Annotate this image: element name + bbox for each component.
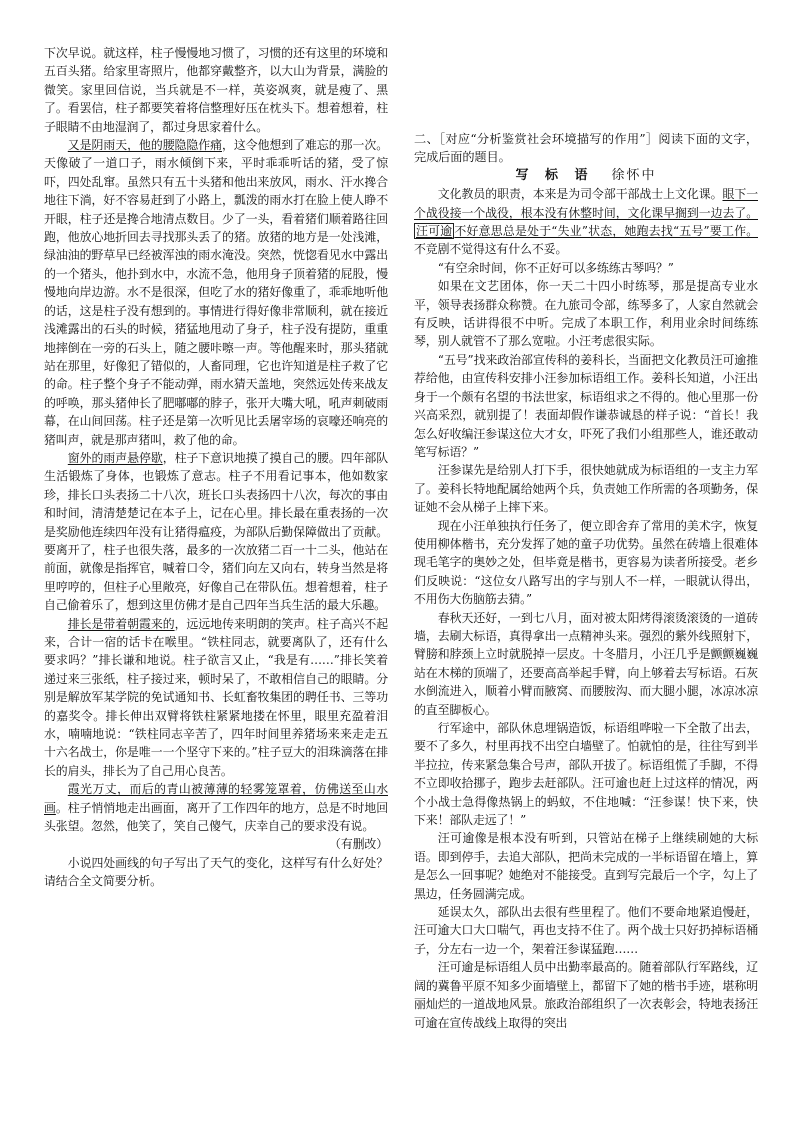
underlined-sentence [414, 223, 758, 239]
article-paragraph [414, 185, 758, 259]
article-paragraph: 延误太久，部队出去很有些里程了。他们不要命地紧追慢赶，汪可逾大口大口喘气，再也支持不住了。两个战士只好扔掉标语桶子，分左右一边一个，架着汪参谋猛跑…… [414, 905, 758, 956]
paragraph-text: ，柱子下意识地摸了摸自己的腰。四年部队生活锻炼了身体，也锻炼了意志。柱子不用看记事本，他如数家珍，排长口头表扬二十八次，班长口头表扬四十八次，每次的事由和时间，清清楚楚记在本子上，记在心里。排长最在重表扬的一次是奖励他连续四年没有让猪得瘟疫，为部队后勤保障做出了贡献。要离开了，柱子也很失落，最多的一次放猪二百一十二头，他站在前面，就像是指挥官，喊着口令，猪们向左又向右，转身当然是将里哼哼的，但柱子心里敞亮，好像自己在带队伍。想着想着，柱子自己偷着乐了，想到这里仿佛才是自己四年当兵生活的最大乐趣。 [44, 450, 389, 613]
paragraph-text: 不竞剧不觉得这有什么不妥。 [414, 242, 568, 257]
story-paragraph [44, 136, 388, 449]
article-paragraph: “五号”找来政治部宣传科的姜科长，当面把文化教员汪可逾推荐给他，由宣传科安排小汪参加标语组工作。姜科长知道，小汪出身于一个颇有名望的书法世家，标语组求之不得的。他心里那一份兴高采烈，就别提了！表面却假作谦恭诚恳的样子说：“首长！我怎么好收编汪参谋这位大才女，吓死了我们小组那些人，谁还敢动笔写标语？” [414, 352, 758, 459]
underlined-weather-sentence: 排长是带着朝霞来的 [67, 616, 175, 631]
article-title: 写 标 语 [515, 167, 594, 183]
story-paragraph [44, 780, 388, 835]
paragraph-text: 文化教员的职责，本来是为司令部干部战士上文化课。 [437, 187, 723, 202]
story-paragraph: 下次早说。就这样，柱子慢慢地习惯了，习惯的还有这里的环境和五百头猪。给家里寄照片，他都穿戴整齐，以大山为背景，满脸的微笑。家里回信说，当兵就是不一样，英姿飒爽，就是瘦了、黑了。看罢信，柱子都要笑着将信整理好压在枕头下。想着想着，柱子眼睛不由地湿润了，都过身思家着什么。 [44, 46, 388, 134]
paragraph-text: 。柱子悄悄地走出画面，离开了工作四年的地方，总是不时地回头张望。忽然，他笑了，笑自己傻气，庆幸自己的要求没有说。 [44, 800, 389, 834]
left-column [44, 44, 388, 891]
story-paragraph [44, 615, 388, 781]
underlined-weather-sentence: 霞光万丈，而后的青山被薄薄的轻雾笼罩着，仿佛送至山水画 [44, 782, 388, 815]
article-paragraph: 行军途中，部队休息埋锅造饭，标语组哗啦一下全散了出去，要不了多久，村里再找不出空白墙壁了。怕就怕的是，往往写到半半拉拉，传来紧急集合号声，部队开拔了。标语组慌了手脚，不得不立即收拾挪子，跑步去赶部队。汪可逾也赶上过这样的情况，两个小战士急得像热锅上的蚂蚁，不住地喊：“汪参谋！快下来，快下来！部队走远了！” [414, 721, 758, 828]
article-paragraph: 汪可逾是标语组人员中出勤率最高的。随着部队行军路线，辽阔的冀鲁平原不知多少面墙壁上，都留下了她的楷书手迹，堪称明丽灿烂的一道战地风景。旅政治部组织了一次表彰会，特地表扬汪可逾在宣传战线上取得的突出 [414, 960, 758, 1030]
story-paragraph [44, 449, 388, 615]
article-title-line [414, 167, 758, 185]
right-column [414, 44, 758, 1032]
paragraph-text: ，这令他想到了难忘的那一次。天像破了一道口子，雨水倾倒下来，平时乖乖听话的猪，受了惊吓，四处乱窜。虽然只有五十头猪和他出来放风，雨水、汗水搀合地往下淌，好不容易赶到了小路上，瓢泼的雨水打在脸上使人睁不开眼，柱子还是搀合地清点数目。少了一头，看着猪们顺着路往回跑，他放心地折回去寻找那头丢了的猪。放猪的地方是一处浅滩，绿油油的野草早已经被浑浊的雨水淹没。突然，恍惚看见水中露出的一个猪头，他扑到水中，水流不急，他用身子顶着猪的屁股，慢慢地向岸边游。水不是很深，但吃了水的猪好像重了，乖乖地听他的话，这是柱子没有想到的。事情进行得好像非常顺利，就在接近浅滩露出的石头的时候，猪猛地甩动了身子，柱子没有提防，重重地摔倒在一旁的石头上，随之腰咔嚓一声。等他醒来时，那头猪就站在那里，好像犯了错似的，人畜同理，它也许知道是柱子救了它的命。柱子整个身子不能动弹，雨水猜天盖地，突然远处传来战友的呼唤，那头猪伸长了肥嘟嘟的脖子，张开大嘴大吼，吼声刺破雨幕，在山间回荡。柱子还是第一次听见比丢屠宰场的哀嚎还响亮的猪叫声，就是那声猪叫，救了他的命。 [44, 138, 388, 447]
article-paragraph: 如果在文艺团体，你一天二十四小时练琴，那是提高专业水平，领导表扬群众称赞。在九旅司令部，练琴多了，人家自然就会有反映，话讲得很不中听。完成了本职工作，利用业余时间练练琴，别人就管不了那么宽啦。小汪考虑很实际。 [414, 279, 758, 349]
article-paragraph: 汪可逾像是根本没有听到，只管站在梯子上继续刷她的大标语。即到停手，去追大部队，把尚未完成的一半标语留在墙上，算是怎么一回事呢？她绝对不能接受。直到写完最后一个字，勾上了黑边，任务圆满完成。 [414, 831, 758, 901]
boxed-name: 汪可逾 [416, 224, 453, 239]
underlined-sentence: 眼下一个战役接一个战役，根本没有休整时间，文化课早搁到一边去了。 [414, 187, 758, 220]
article-author: 徐怀中 [611, 167, 657, 183]
underlined-weather-sentence: 窗外的雨声悬停歇 [67, 450, 163, 465]
source-note: （有删改） [329, 837, 388, 852]
underlined-weather-sentence: 又是阴雨天，他的腰隐隐作痛 [67, 138, 222, 153]
article-paragraph: 现在小汪单独执行任务了，便立即舍弃了常用的美术字，恢复使用柳体楷书，充分发挥了她的童子功优势。虽然在砖墙上很难体现毛笔字的奥妙之处，但毕竟是楷书，更容易为读者所接受。老乡们反映说：“这位女八路写出的字与别人不一样，一眼就认得出，不用伤大伤脑筋去猜。” [414, 518, 758, 607]
underlined-text: 不好意思总是处于“失业”状态，她跑去找“五号”要工作。 [454, 224, 758, 239]
article-paragraph: “有空余时间，你不正好可以多练练古琴吗？” [437, 260, 674, 275]
question-text: 小说四处画线的句子写出了天气的变化，这样写有什么好处？请结合全文简要分析。 [44, 855, 388, 889]
paragraph-text: ，远远地传来明朗的笑声。柱子高兴不起来，合计一宿的话卡在喉里。“铁柱同志，就要离队了，还有什么要求吗？”排长谦和地说。柱子欲言又止，“我是有……”排长笑着递过来三张纸，柱子接过来，顿时呆了，不敢相信自己的眼睛。分别是解放军某学院的免试通知书、长虹畜牧集团的聘任书、三等功的嘉奖令。排长伸出双臂将铁柱紧紧地搂在怀里，眼里充盈着泪水，喃喃地说：“铁柱同志辛苦了，四年时间里养猪场来来走走五十六名战士，你是唯一一个坚守下来的。”柱子豆大的泪珠滴落在排长的肩头，排长为了自己用心良苦。 [44, 616, 389, 778]
article-paragraph: 春秋天还好，一到七八月，面对被太阳烤得滚烫滚烫的一道砖墙，去刷大标语，真得拿出一点精神头来。强烈的紫外线照射下，臂膀和脖颈上立时就脱掉一层皮。十冬腊月，小汪几乎是颤颤巍巍站在木梯的顶端了，还要高高举起手臂，向上够着去写标语。石灰水倒流进入，顺着小臂而腋窝、而腰胺沟、而大腿小腿，冰凉冰凉的直至脚板心。 [414, 610, 758, 717]
section-heading: 二、［对应“分析鉴赏社会环境描写的作用”］阅读下面的文字，完成后面的题目。 [414, 132, 758, 165]
article-paragraph: 汪参谋先是给别人打下手，很快她就成为标语组的一支主力军了。姜科长特地配属给她两个兵，负责她工作所需的各项勤务，保证她不会从梯子上摔下来。 [414, 463, 758, 515]
